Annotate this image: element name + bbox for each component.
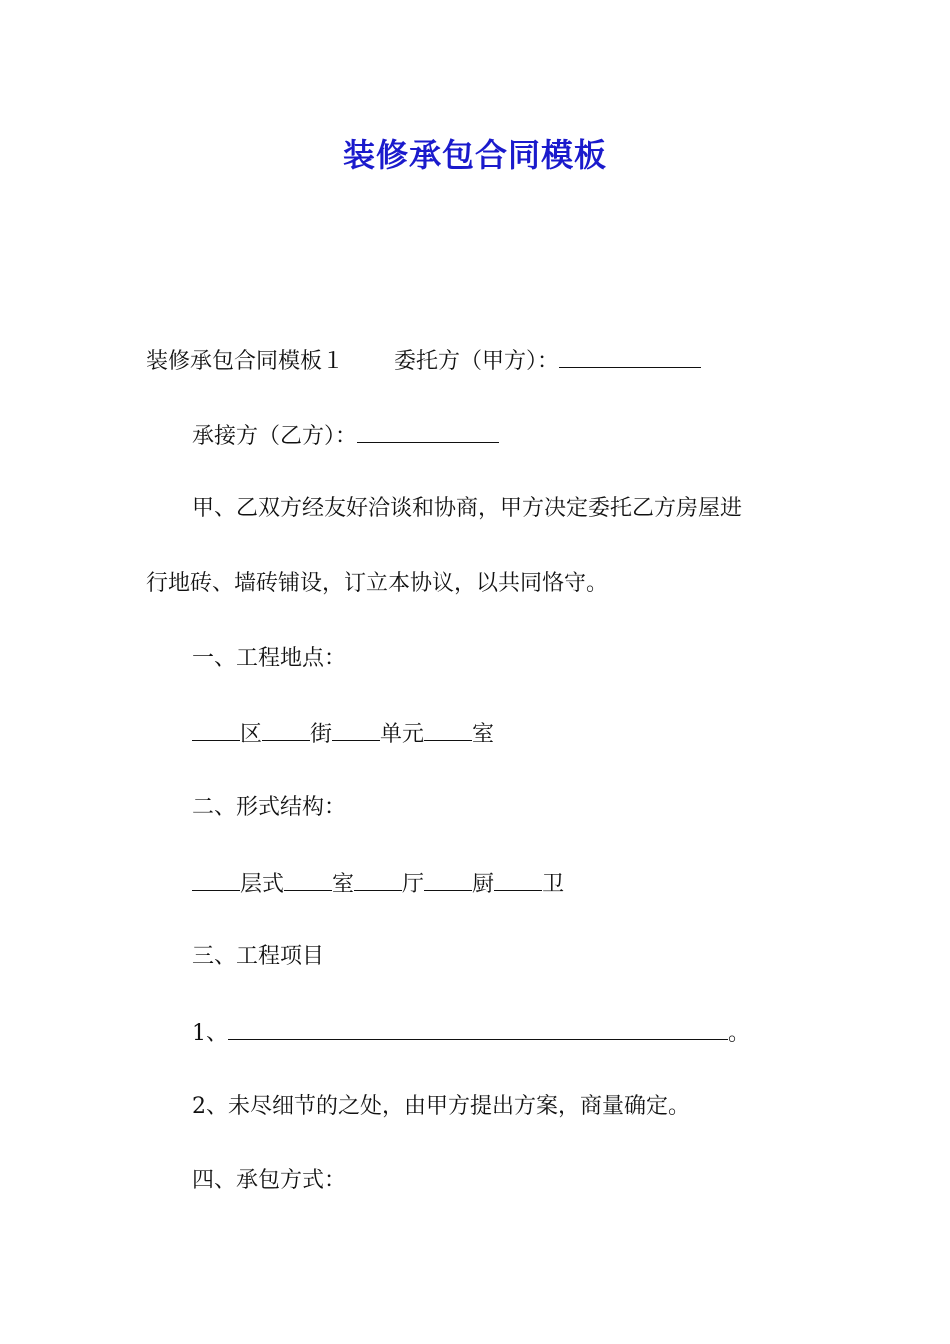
intro-line-2: 行地砖、墙砖铺设，订立本协议，以共同恪守。 — [146, 571, 609, 596]
kitchens-blank[interactable] — [424, 868, 472, 891]
heading-label: 装修承包合同模板１ — [146, 349, 345, 374]
rooms-label: 室 — [332, 872, 355, 897]
item1-line — [192, 1017, 750, 1049]
floors-blank[interactable] — [192, 868, 240, 891]
item1-suffix: 。 — [728, 1021, 751, 1046]
kitchens-label: 厨 — [472, 872, 495, 897]
halls-blank[interactable] — [354, 868, 402, 891]
address-line — [192, 718, 494, 750]
room-blank[interactable] — [424, 718, 472, 741]
intro-line-1: 甲、乙双方经友好洽谈和协商，甲方决定委托乙方房屋进 — [192, 496, 743, 521]
party-b-line — [192, 420, 499, 452]
client-name-blank[interactable] — [559, 345, 701, 368]
item1-blank[interactable] — [228, 1017, 728, 1040]
street-blank[interactable] — [262, 718, 310, 741]
unit-label: 单元 — [380, 722, 425, 747]
document-title: 装修承包合同模板 — [342, 136, 607, 174]
halls-label: 厅 — [402, 872, 425, 897]
structure-line — [192, 868, 564, 900]
baths-blank[interactable] — [494, 868, 542, 891]
client-label: 委托方（甲方）： — [394, 349, 560, 374]
unit-blank[interactable] — [332, 718, 380, 741]
floors-label: 层式 — [240, 872, 285, 897]
section1-heading: 一、工程地点： — [192, 646, 347, 671]
item2-line: 2、未尽细节的之处，由甲方提出方案，商量确定。 — [192, 1094, 690, 1119]
contractor-label: 承接方（乙方）： — [192, 424, 358, 449]
item1-prefix: 1、 — [192, 1021, 228, 1046]
street-label: 街 — [310, 722, 333, 747]
district-label: 区 — [240, 722, 263, 747]
party-a-line — [146, 345, 701, 377]
contractor-name-blank[interactable] — [357, 420, 499, 443]
baths-label: 卫 — [542, 872, 565, 897]
section2-heading: 二、形式结构： — [192, 795, 347, 820]
section3-heading: 三、工程项目 — [192, 944, 325, 969]
room-label: 室 — [472, 722, 495, 747]
district-blank[interactable] — [192, 718, 240, 741]
rooms-blank[interactable] — [284, 868, 332, 891]
section4-heading: 四、承包方式： — [192, 1168, 347, 1193]
